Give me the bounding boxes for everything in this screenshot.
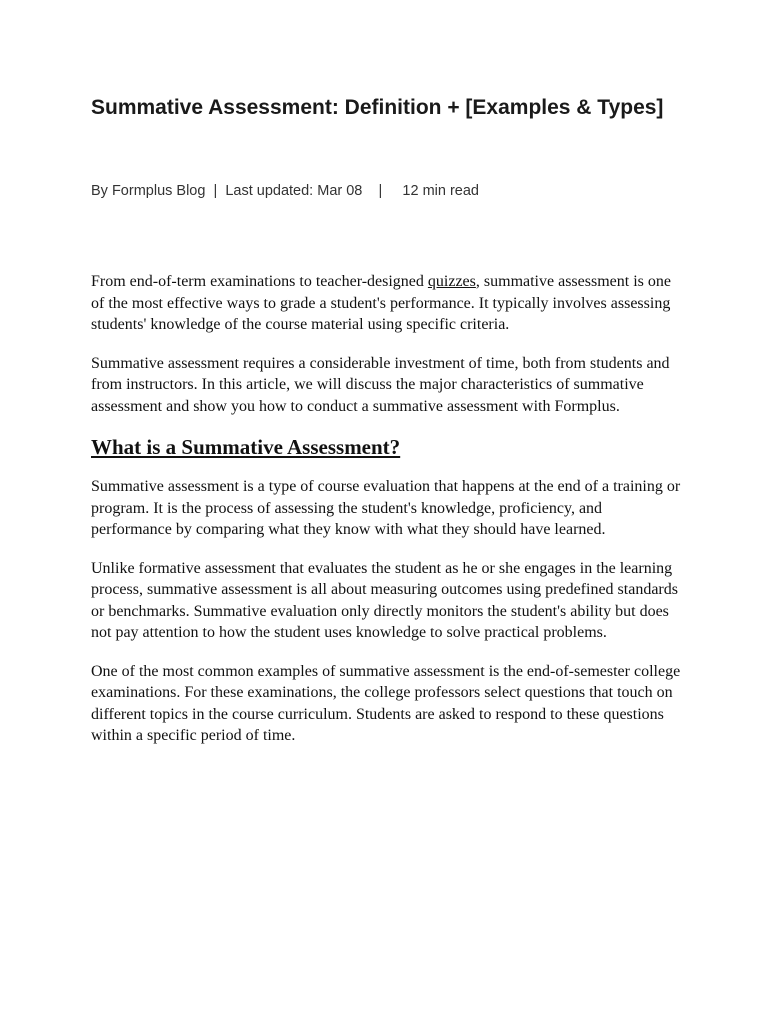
intro-paragraph <box>91 271 681 336</box>
byline-read-time: 12 min read <box>402 183 479 199</box>
quizzes-link[interactable]: quizzes <box>427 273 476 290</box>
section-paragraph: One of the most common examples of summative assessment is the end-of-semester college examinations. For these examinations, the college professors select questions that touch on different topics in the course curriculum. Students are asked to respond to these questions within a specific period of time. <box>91 662 681 744</box>
byline-separator: | <box>362 183 403 199</box>
article-body <box>91 271 681 764</box>
intro-paragraph: Summative assessment requires a considerable investment of time, both from students and from instructors. In this article, we will discuss the major characteristics of summative assessment and show you how to conduct a summative assessment with Formplus. <box>91 354 670 415</box>
byline-author: By Formplus Blog <box>91 183 206 199</box>
intro-text-start: From end-of-term examinations to teacher-designed <box>91 273 428 290</box>
section-heading: What is a Summative Assessment? <box>91 435 401 459</box>
section-paragraph: Summative assessment is a type of course evaluation that happens at the end of a training or program. It is the process of assessing the student's knowledge, proficiency, and performance by comparing what they know with what they should have learned. <box>91 478 681 538</box>
section-paragraph: Unlike formative assessment that evaluates the student as he or she engages in the learning process, summative assessment is all about measuring outcomes using predefined standards or benchmarks. Summative evaluation only directly monitors the student's ability but does not pay attention to how the student uses knowledge to solve practical problems. <box>91 559 678 641</box>
article-title: Summative Assessment: Definition + [Examples & Types] <box>91 96 664 119</box>
intro-text-end: , summative assessment is one of the most effective ways to grade a student's performance. It typically involves assessing students' knowledge of the course material using specific criteria. <box>91 273 671 333</box>
article-byline <box>91 181 479 201</box>
byline-separator: | <box>205 183 226 199</box>
byline-last-updated: Last updated: Mar 08 <box>225 183 363 199</box>
